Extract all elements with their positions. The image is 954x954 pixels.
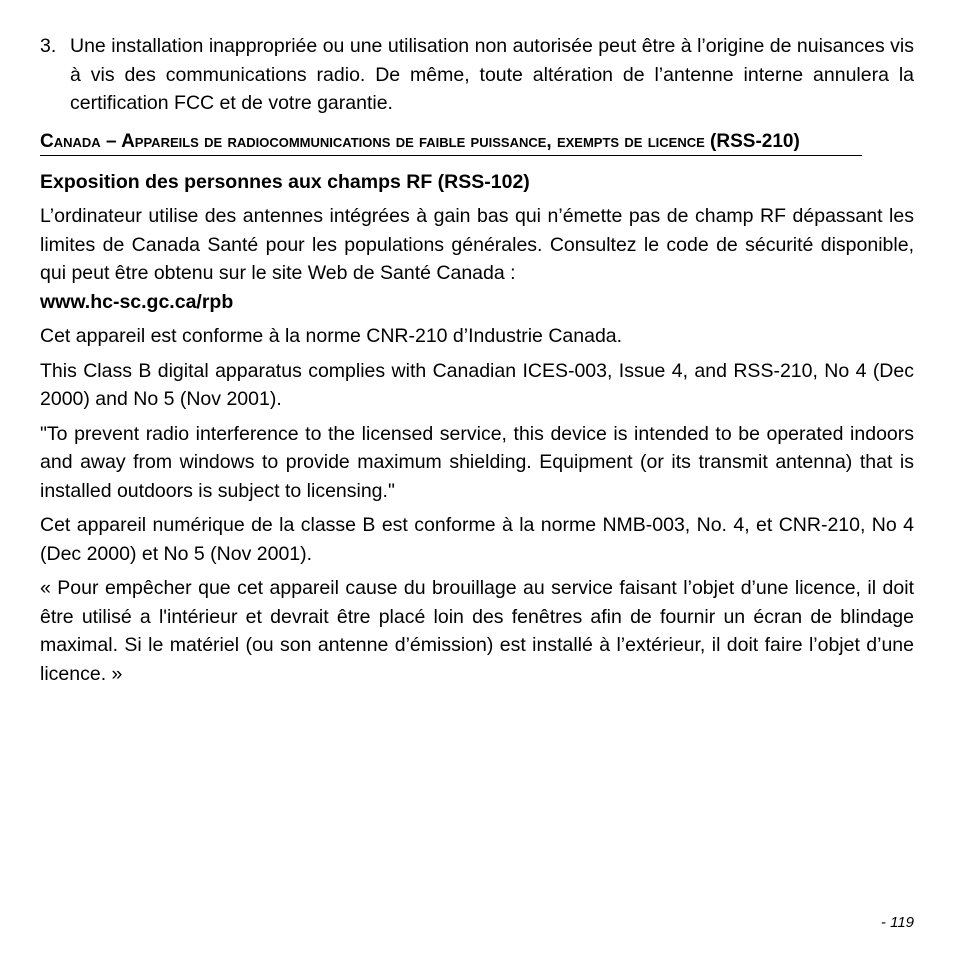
paragraph-interference-fr: « Pour empêcher que cet appareil cause du brouillage au service faisant l’objet d’une licence, il doit être utilisé a l'intérieur et devrait être placé loin des fenêtres afin de fournir un écran de blindage maximal. Si le matériel (ou son antenne d’émission) est installé à l’extérieur, il doit faire l’objet d’une licence. »: [40, 577, 914, 685]
list-text: Une installation inappropriée ou une utilisation non autorisée peut être à l’origine de nuisances vis à vis des communications radio. De même, toute altération de l’antenne interne annulera la certification FCC et de votre garantie.: [70, 35, 914, 114]
paragraph-rf-exposure: [40, 202, 914, 316]
health-canada-url: www.hc-sc.gc.ca/rpb: [40, 290, 234, 313]
paragraph-rf-exposure-text: L’ordinateur utilise des antennes intégrées à gain bas qui n’émette pas de champ RF dépassant les limites de Canada Santé pour les populations générales. Consultez le code de sécurité disponible, qui peut être obtenu sur le site Web de Santé Canada :: [40, 205, 914, 284]
page-number: - 119: [880, 914, 914, 931]
section-heading: [40, 128, 862, 156]
section-heading-suffix: (RSS-210): [710, 130, 800, 152]
list-item: [40, 32, 914, 118]
paragraph-cnr-210: Cet appareil est conforme à la norme CNR-210 d’Industrie Canada.: [40, 325, 623, 347]
document-page: [40, 32, 914, 694]
paragraph-class-b: This Class B digital apparatus complies with Canadian ICES-003, Issue 4, and RSS-210, No 4 (Dec 2000) and No 5 (Nov 2001).: [40, 359, 914, 410]
paragraph-nmb-003: Cet appareil numérique de la classe B est conforme à la norme NMB-003, No. 4, et CNR-210, No 4 (Dec 2000) et No 5 (Nov 2001).: [40, 514, 914, 565]
list-number: 3.: [40, 35, 57, 57]
paragraph-interference-en: "To prevent radio interference to the licensed service, this device is intended to be operated indoors and away from windows to provide maximum shielding. Equipment (or its transmit antenna) that is installed outdoors is subject to licensing.": [40, 422, 914, 502]
section-heading-text: Canada – Appareils de radiocommunications de faible puissance, exempts de licence: [40, 130, 705, 152]
subsection-heading: Exposition des personnes aux champs RF (RSS-102): [40, 170, 530, 193]
